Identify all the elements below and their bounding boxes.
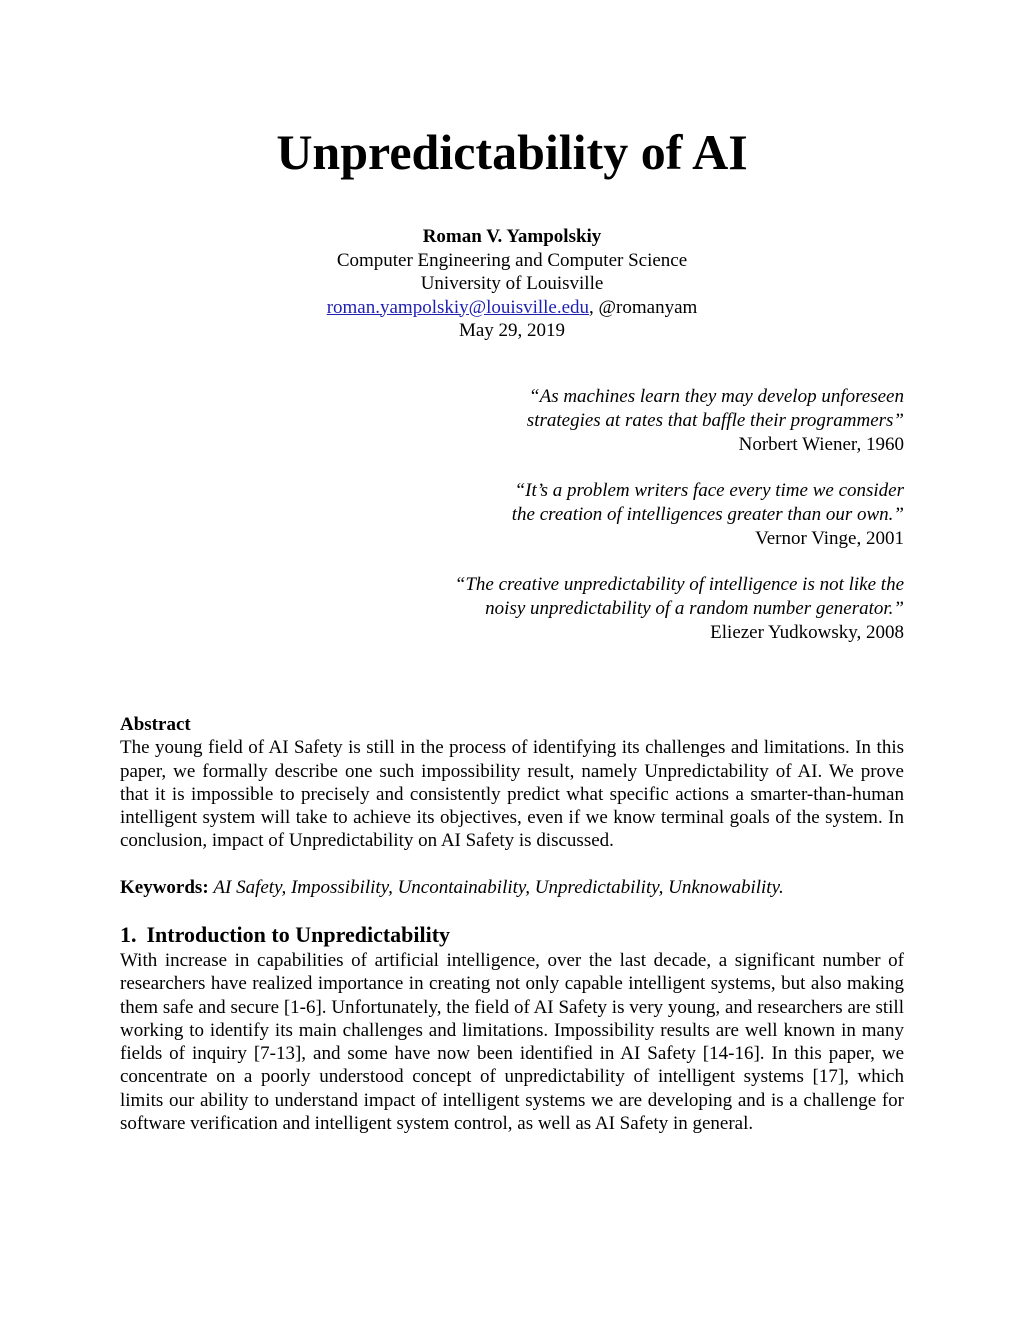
epigraph xyxy=(380,479,904,551)
epigraph-attribution: Norbert Wiener, 1960 xyxy=(738,434,904,455)
author-handle: @romanyam xyxy=(598,296,698,318)
keywords-label: Keywords: xyxy=(120,877,209,898)
epigraph-quote-line: “As machines learn they may develop unforeseen xyxy=(529,386,904,407)
author-name: Roman V. Yampolskiy xyxy=(422,226,602,247)
epigraph-quote-line: noisy unpredictability of a random number generator.” xyxy=(485,598,904,619)
paper-date: May 29, 2019 xyxy=(458,320,566,341)
author-department: Computer Engineering and Computer Science xyxy=(336,249,688,271)
keywords-list: AI Safety, Impossibility, Uncontainability, Unpredictability, Unknowability. xyxy=(213,877,784,898)
author-email-link[interactable]: roman.yampolskiy@louisville.edu xyxy=(326,296,590,318)
keywords-line xyxy=(120,876,904,899)
epigraph-quote-line: the creation of intelligences greater than our own.” xyxy=(511,504,904,525)
abstract-section xyxy=(120,713,904,853)
epigraph-quote-line: “It’s a problem writers face every time we consider xyxy=(514,480,904,501)
author-block xyxy=(0,225,1024,343)
author-university: University of Louisville xyxy=(420,273,604,294)
epigraph-quote-line: strategies at rates that baffle their programmers” xyxy=(526,410,904,431)
section-introduction xyxy=(120,921,904,1135)
section-number: 1. xyxy=(120,922,137,947)
epigraph-attribution: Vernor Vinge, 2001 xyxy=(755,528,904,549)
epigraph-quote-line: “The creative unpredictability of intelligence is not like the xyxy=(454,574,904,595)
epigraph xyxy=(380,385,904,457)
author-contact xyxy=(0,296,1024,320)
section-heading xyxy=(120,921,904,949)
abstract-heading: Abstract xyxy=(120,714,191,735)
epigraphs xyxy=(380,385,904,667)
section-body-text: With increase in capabilities of artificial intelligence, over the last decade, a significant number of researchers have realized importance in creating not only capable intelligent systems, but also making them safe and secure [1-6]. Unfortunately, the field of AI Safety is very young, and researchers are still working to identify its main challenges and limitations. Impossibility results are well known in many fields of inquiry [7-13], and some have now been identified in AI Safety [14-16]. In this paper, we concentrate on a poorly understood concept of unpredictability of intelligent systems [17], which limits our ability to understand impact of intelligent systems we are developing and is a challenge for software verification and intelligent system control, as well as AI Safety in general. xyxy=(120,950,904,1135)
epigraph-attribution: Eliezer Yudkowsky, 2008 xyxy=(710,622,904,643)
section-title: Introduction to Unpredictability xyxy=(146,922,451,947)
epigraph xyxy=(380,573,904,645)
email-separator: , xyxy=(589,296,599,318)
paper-title: Unpredictability of AI xyxy=(276,124,748,180)
abstract-text: The young field of AI Safety is still in the process of identifying its challenges and limitations. In this paper, we formally describe one such impossibility result, namely Unpredictability of AI. We prove that it is impossible to precisely and consistently predict what specific actions a smarter-than-human intelligent system will take to achieve its objectives, even if we know terminal goals of the system. In conclusion, impact of Unpredictability on AI Safety is discussed. xyxy=(120,737,904,852)
